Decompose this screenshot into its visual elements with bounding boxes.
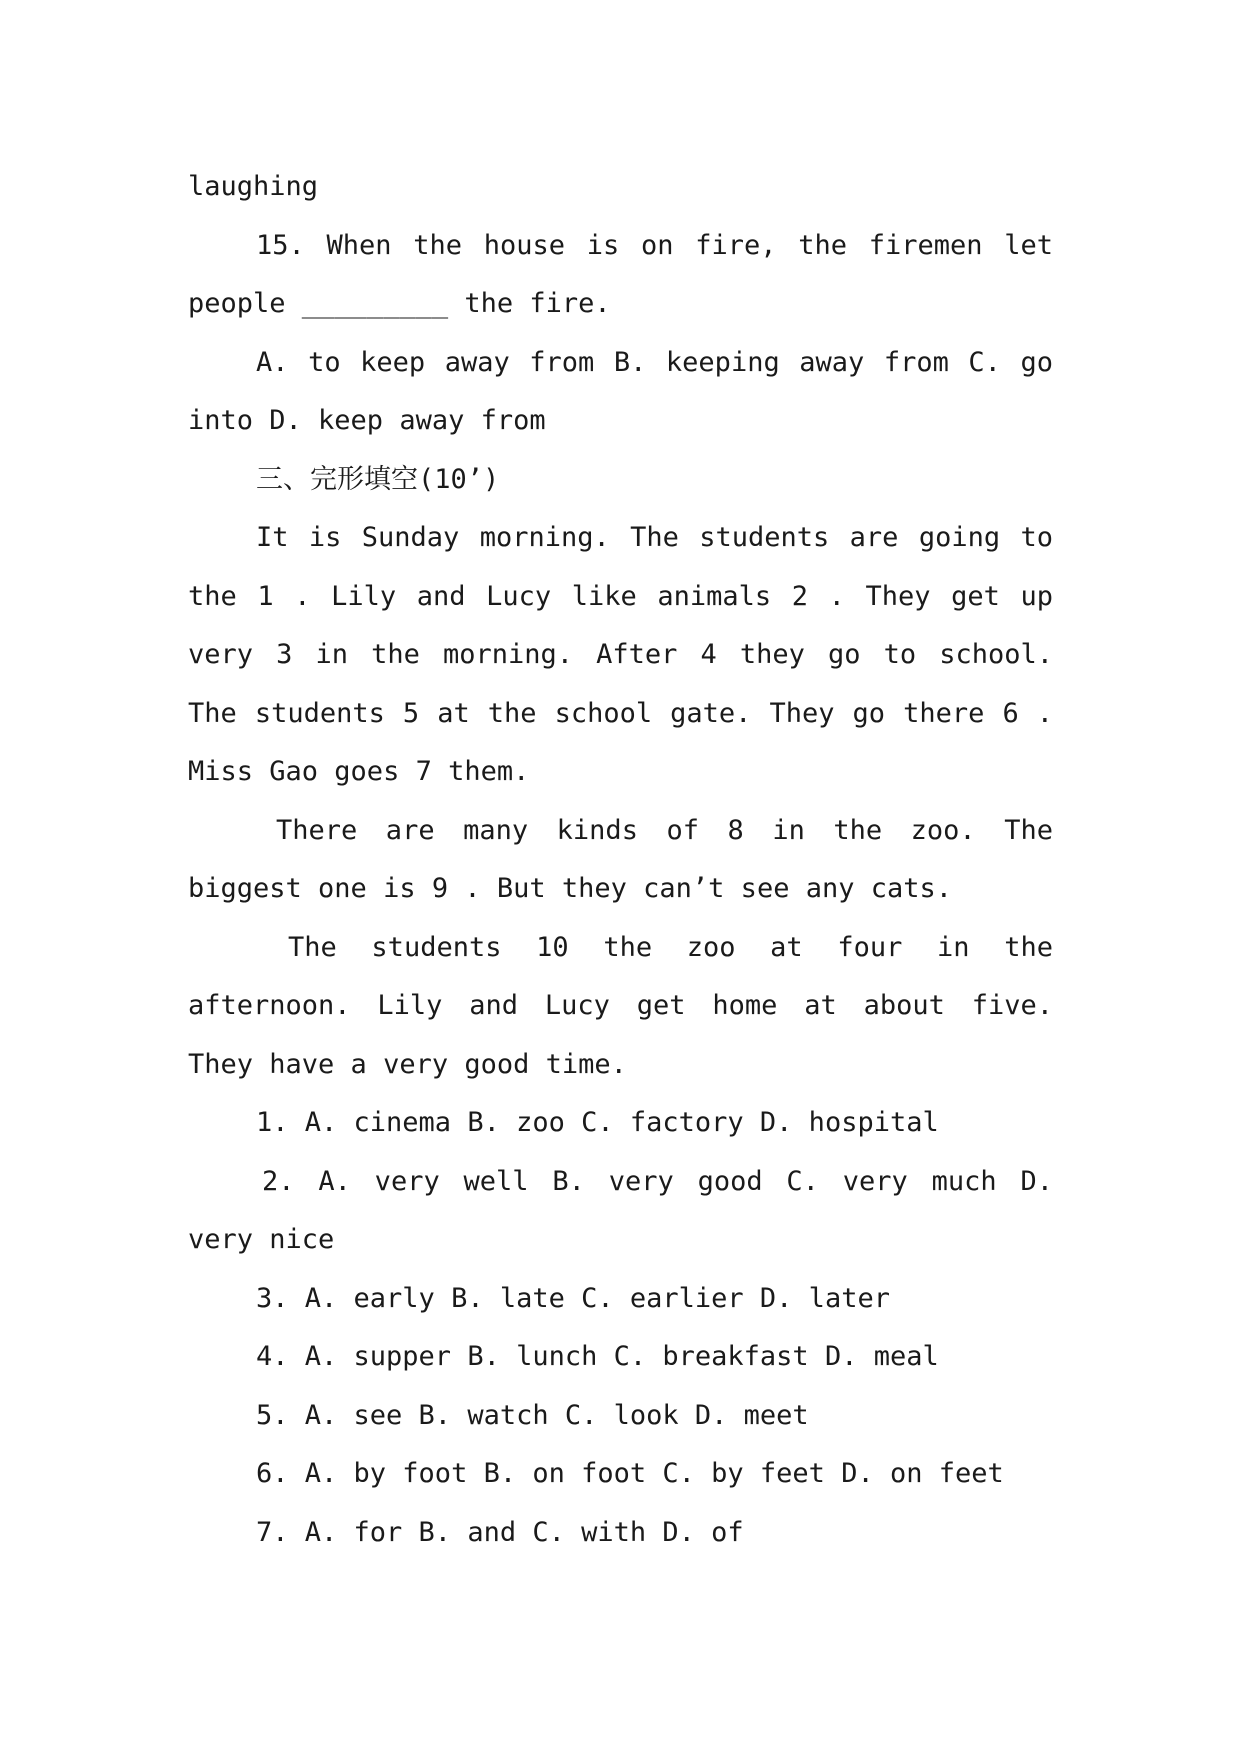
text-line: laughing	[188, 171, 319, 202]
option-line: 5. A. see B. watch C. look D. meet	[256, 1399, 809, 1431]
passage-line: Miss Gao goes 7 them.	[188, 756, 530, 787]
option-line: 3. A. early B. late C. earlier D. later	[256, 1282, 890, 1314]
option-line-continued: very nice	[188, 1224, 335, 1255]
passage-line: biggest one is 9 . But they can’t see any cats.	[188, 873, 953, 904]
question-15-options: A. to keep away from B. keeping away from C. go	[256, 346, 1053, 378]
passage-line: It is Sunday morning. The students are going to	[256, 522, 1053, 553]
passage-line: The students 10 the zoo at four in the	[288, 931, 1053, 963]
question-15-options-continued: into D. keep away from	[188, 405, 546, 436]
passage-line: They have a very good time.	[188, 1048, 627, 1080]
section-heading: 三、完形填空(10’)	[256, 463, 500, 495]
option-line: 7. A. for B. and C. with D. of	[256, 1516, 744, 1548]
passage-line: afternoon. Lily and Lucy get home at about five.	[188, 990, 1053, 1021]
page-text	[188, 158, 1053, 1562]
passage-line: very 3 in the morning. After 4 they go to school.	[188, 639, 1053, 670]
question-15-stem: 15. When the house is on fire, the firemen let	[256, 229, 1053, 261]
passage-line: There are many kinds of 8 in the zoo. The	[276, 814, 1053, 846]
option-line: 1. A. cinema B. zoo C. factory D. hospital	[256, 1107, 939, 1138]
passage-line: the 1 . Lily and Lucy like animals 2 . They get up	[188, 580, 1053, 612]
option-line: 2. A. very well B. very good C. very much D.	[262, 1165, 1053, 1197]
option-line: 6. A. by foot B. on foot C. by feet D. on feet	[256, 1458, 1004, 1489]
option-line: 4. A. supper B. lunch C. breakfast D. meal	[256, 1341, 939, 1372]
passage-line: The students 5 at the school gate. They go there 6 .	[188, 697, 1053, 729]
question-15-stem-continued: people _________ the fire.	[188, 288, 611, 319]
